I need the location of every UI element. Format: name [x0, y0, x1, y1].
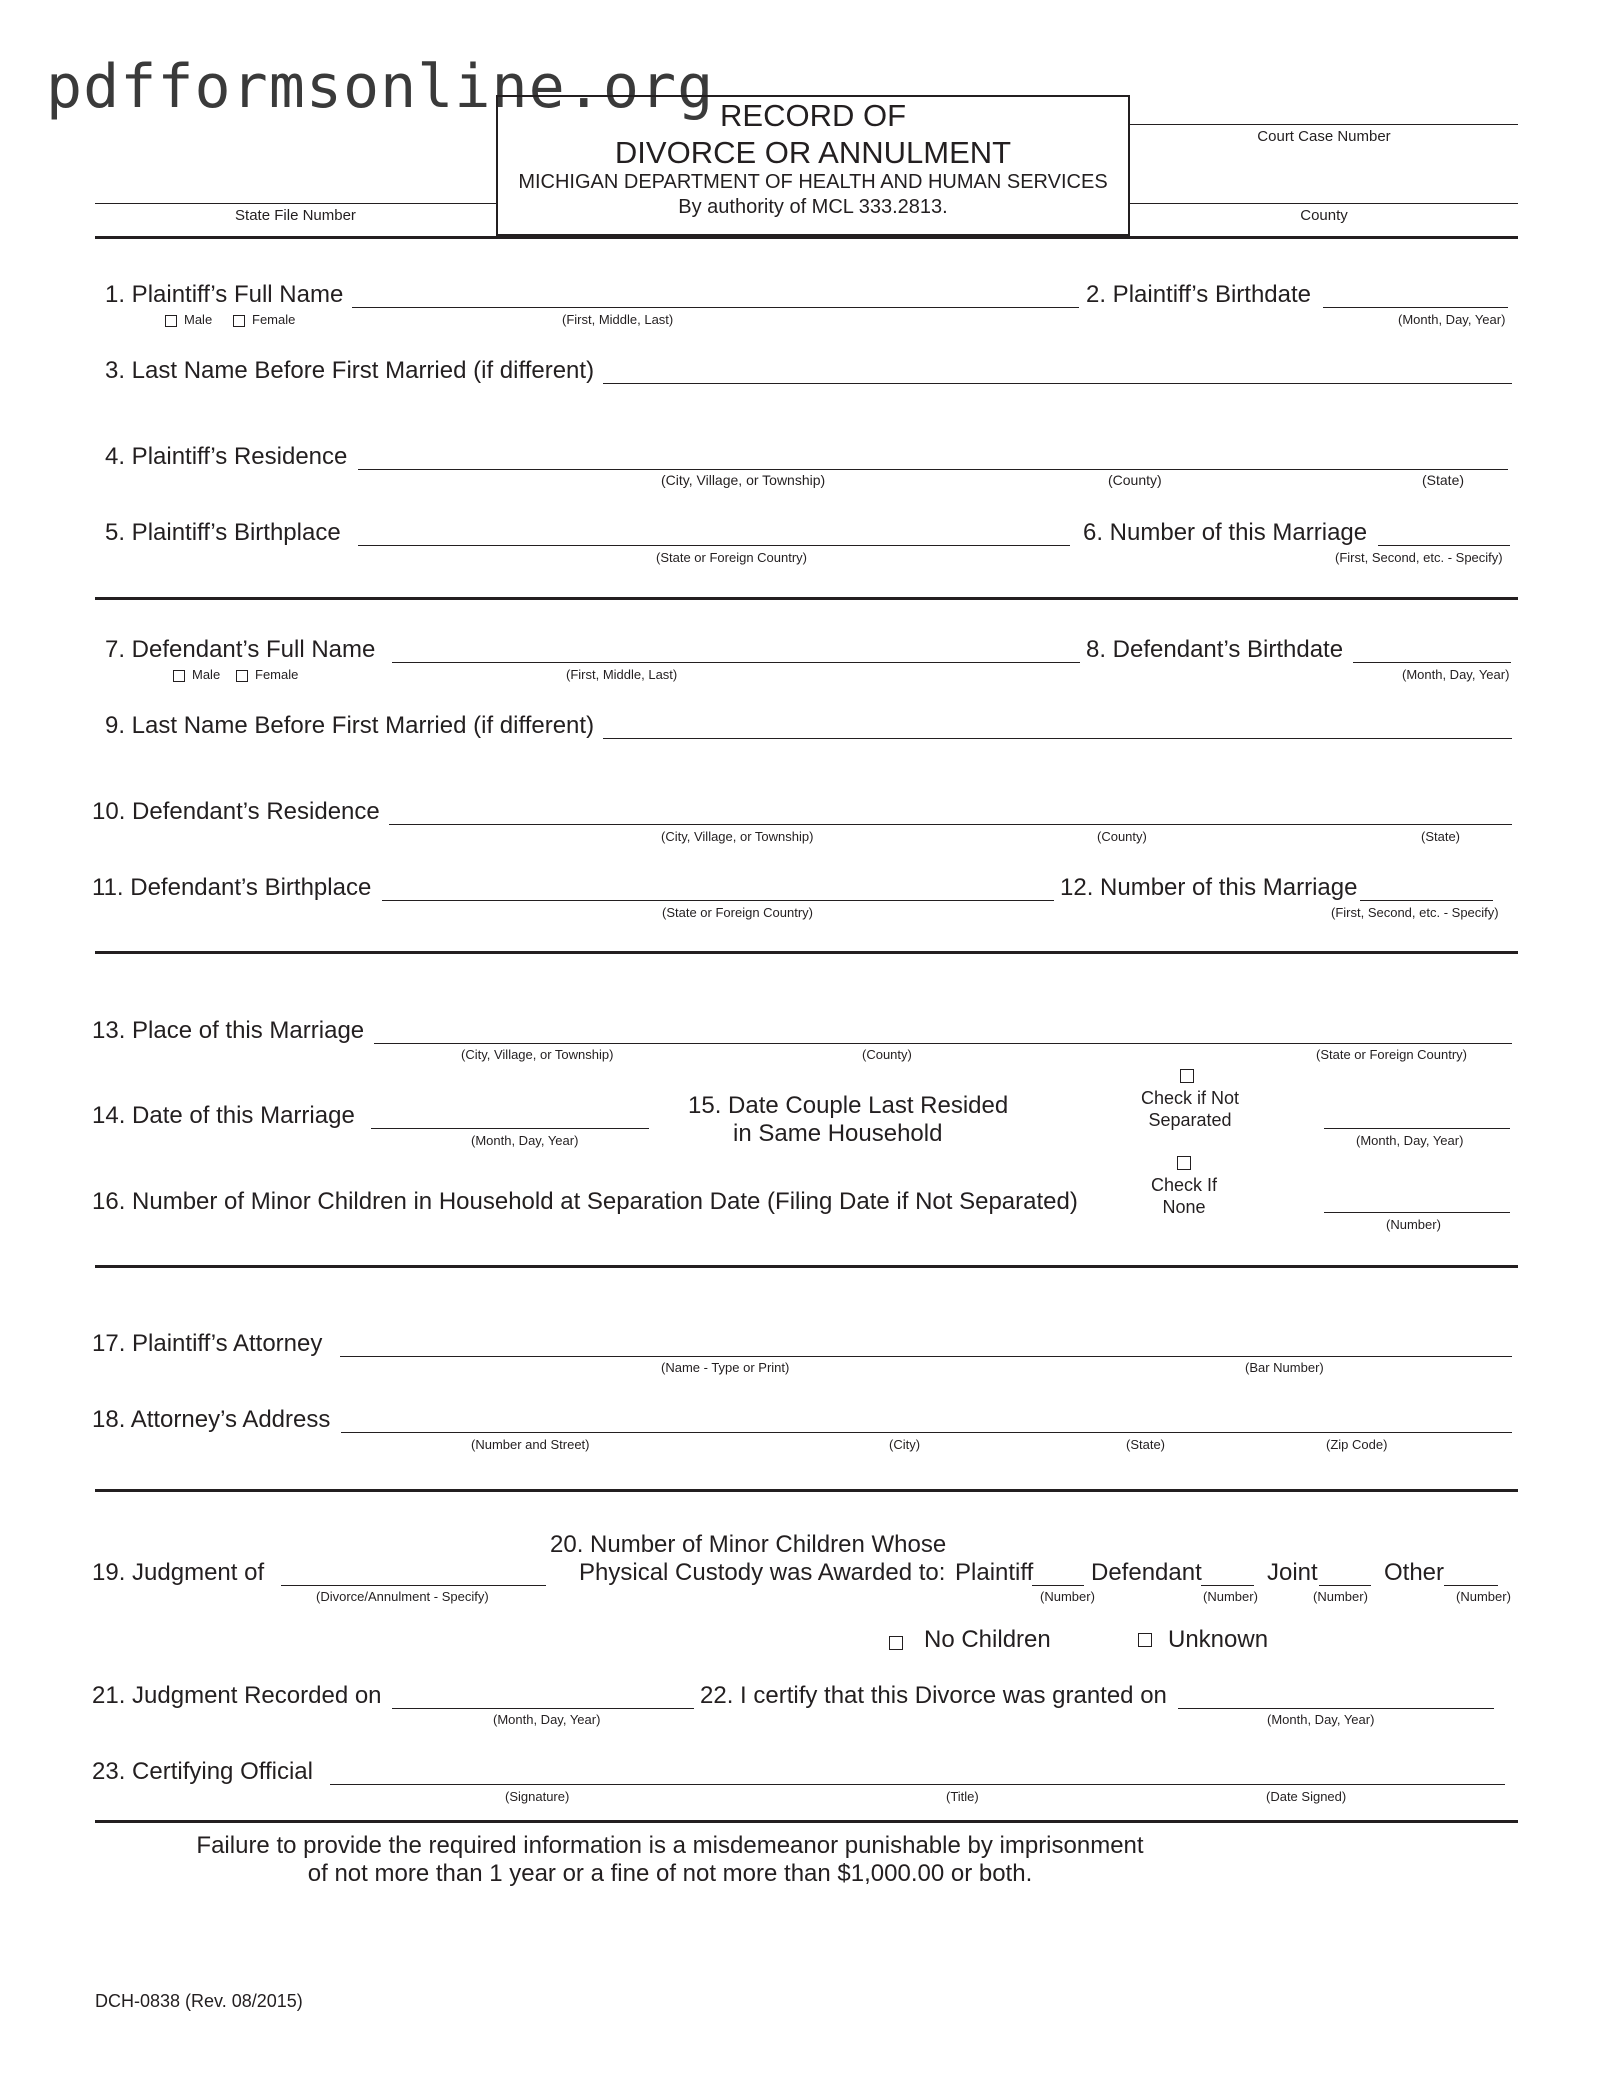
field-4-label: 4. Plaintiff’s Residence — [105, 443, 348, 470]
plaintiff-birthdate-input[interactable] — [1323, 307, 1508, 308]
plaintiff-birthplace-input[interactable] — [358, 545, 1070, 546]
field-2-label: 2. Plaintiff’s Birthdate — [1086, 281, 1312, 308]
field-10-caption-county: (County) — [1097, 829, 1147, 844]
female-label: Female — [252, 312, 296, 327]
state-file-number-label: State File Number — [235, 207, 356, 224]
field-7-caption: (First, Middle, Last) — [566, 667, 678, 682]
field-8-label: 8. Defendant’s Birthdate — [1086, 636, 1344, 663]
custody-joint-input[interactable] — [1319, 1585, 1371, 1586]
minor-children-number-input[interactable] — [1324, 1212, 1510, 1213]
not-separated-checkbox[interactable] — [1180, 1069, 1194, 1083]
custody-plaintiff-input[interactable] — [1032, 1585, 1084, 1586]
field-17-caption-bar: (Bar Number) — [1245, 1360, 1324, 1375]
field-23-label: 23. Certifying Official — [92, 1758, 313, 1785]
male-label: Male — [192, 667, 221, 682]
plaintiff-maiden-name-input[interactable] — [603, 383, 1512, 384]
section-rule-4 — [95, 1489, 1518, 1492]
field-17-label: 17. Plaintiff’s Attorney — [92, 1330, 323, 1357]
female-label: Female — [255, 667, 299, 682]
field-5-caption: (State or Foreign Country) — [656, 550, 808, 565]
check-none-label-2: None — [1162, 1197, 1206, 1217]
field-18-label: 18. Attorney’s Address — [92, 1406, 331, 1433]
field-9-label: 9. Last Name Before First Married (if different) — [105, 712, 595, 739]
defendant-birthplace-input[interactable] — [382, 900, 1054, 901]
county-line[interactable] — [1130, 203, 1518, 204]
custody-joint-label: Joint — [1267, 1559, 1318, 1586]
field-10-caption-state: (State) — [1421, 829, 1461, 844]
field-18-caption-state: (State) — [1126, 1437, 1166, 1452]
section-rule-1 — [95, 597, 1518, 600]
field-23-caption-title: (Title) — [946, 1789, 979, 1804]
warning-line-2: of not more than 1 year or a fine of not more than $1,000.00 or both. — [307, 1860, 1033, 1887]
custody-plaintiff-label: Plaintiff — [955, 1559, 1034, 1586]
field-2-caption: (Month, Day, Year) — [1398, 312, 1506, 327]
field-4-caption-city: (City, Village, or Township) — [661, 472, 826, 488]
field-6-label: 6. Number of this Marriage — [1083, 519, 1368, 546]
field-8-caption: (Month, Day, Year) — [1402, 667, 1510, 682]
field-3-label: 3. Last Name Before First Married (if different) — [105, 357, 595, 384]
field-12-label: 12. Number of this Marriage — [1060, 874, 1358, 901]
field-12-caption: (First, Second, etc. - Specify) — [1331, 905, 1499, 920]
plaintiff-male-option[interactable] — [165, 312, 212, 327]
custody-defendant-label: Defendant — [1091, 1559, 1202, 1586]
defendant-full-name-input[interactable] — [392, 662, 1080, 663]
header-rule — [95, 236, 1518, 239]
field-20-label-line1: 20. Number of Minor Children Whose — [550, 1531, 947, 1558]
attorney-address-input[interactable] — [341, 1432, 1512, 1433]
field-11-label: 11. Defendant’s Birthplace — [92, 874, 372, 901]
section-rule-3 — [95, 1265, 1518, 1268]
field-22-label: 22. I certify that this Divorce was granted on — [700, 1682, 1167, 1709]
field-18-caption-city: (City) — [889, 1437, 921, 1452]
custody-other-caption: (Number) — [1456, 1589, 1511, 1604]
judgment-type-input[interactable] — [281, 1585, 546, 1586]
section-rule-2 — [95, 951, 1518, 954]
field-1-label: 1. Plaintiff’s Full Name — [105, 281, 344, 308]
defendant-marriage-number-input[interactable] — [1360, 900, 1493, 901]
defendant-birthdate-input[interactable] — [1353, 662, 1511, 663]
attorney-name-input[interactable] — [340, 1356, 1512, 1357]
field-19-caption: (Divorce/Annulment - Specify) — [316, 1589, 489, 1604]
field-21-caption: (Month, Day, Year) — [493, 1712, 601, 1727]
field-22-caption: (Month, Day, Year) — [1267, 1712, 1375, 1727]
no-children-label: No Children — [924, 1626, 1051, 1653]
warning-line-1: Failure to provide the required information is a misdemeanor punishable by imprisonment — [196, 1832, 1144, 1859]
marriage-date-input[interactable] — [371, 1128, 649, 1129]
not-separated-label-2: Separated — [1148, 1110, 1232, 1130]
field-23-caption-signature: (Signature) — [505, 1789, 570, 1804]
field-13-caption-state: (State or Foreign Country) — [1316, 1047, 1468, 1062]
field-11-caption: (State or Foreign Country) — [662, 905, 814, 920]
field-16-caption: (Number) — [1386, 1217, 1441, 1232]
field-4-caption-county: (County) — [1108, 472, 1162, 488]
field-13-caption-city: (City, Village, or Township) — [461, 1047, 614, 1062]
form-number: DCH-0838 (Rev. 08/2015) — [95, 1991, 303, 2011]
field-4-caption-state: (State) — [1422, 472, 1465, 488]
field-14-label: 14. Date of this Marriage — [92, 1102, 355, 1129]
defendant-residence-input[interactable] — [389, 824, 1512, 825]
custody-other-input[interactable] — [1444, 1585, 1498, 1586]
no-children-household-checkbox[interactable] — [1177, 1156, 1191, 1170]
unknown-checkbox[interactable] — [1138, 1633, 1152, 1647]
field-18-caption-zip: (Zip Code) — [1326, 1437, 1388, 1452]
court-case-number-line[interactable] — [1130, 124, 1518, 125]
last-resided-date-input[interactable] — [1324, 1128, 1510, 1129]
plaintiff-full-name-input[interactable] — [352, 307, 1079, 308]
form-title-line2: DIVORCE OR ANNULMENT — [614, 135, 1012, 170]
defendant-male-option[interactable] — [173, 667, 220, 682]
field-10-label: 10. Defendant’s Residence — [92, 798, 380, 825]
field-15-label-line2: in Same Household — [733, 1120, 943, 1147]
authority-text: By authority of MCL 333.2813. — [678, 196, 948, 218]
department-name: MICHIGAN DEPARTMENT OF HEALTH AND HUMAN SERVICES — [518, 171, 1108, 193]
field-1-caption: (First, Middle, Last) — [562, 312, 674, 327]
not-separated-label-1: Check if Not — [1140, 1088, 1240, 1108]
field-10-caption-city: (City, Village, or Township) — [661, 829, 814, 844]
custody-other-label: Other — [1384, 1559, 1445, 1586]
male-label: Male — [184, 312, 213, 327]
field-13-label: 13. Place of this Marriage — [92, 1017, 365, 1044]
field-18-caption-street: (Number and Street) — [471, 1437, 590, 1452]
checkbox-icon[interactable] — [173, 670, 185, 682]
field-7-label: 7. Defendant’s Full Name — [105, 636, 376, 663]
field-14-caption: (Month, Day, Year) — [471, 1133, 579, 1148]
form-title-line1: RECORD OF — [720, 98, 906, 133]
field-15-caption: (Month, Day, Year) — [1356, 1133, 1464, 1148]
field-5-label: 5. Plaintiff’s Birthplace — [105, 519, 341, 546]
plaintiff-marriage-number-input[interactable] — [1378, 545, 1510, 546]
judgment-recorded-date-input[interactable] — [392, 1708, 694, 1709]
custody-plaintiff-caption: (Number) — [1040, 1589, 1095, 1604]
field-19-label: 19. Judgment of — [92, 1559, 265, 1586]
county-label: County — [1300, 207, 1348, 224]
defendant-female-option[interactable] — [236, 667, 298, 682]
check-none-label-1: Check If — [1150, 1175, 1218, 1195]
field-6-caption: (First, Second, etc. - Specify) — [1335, 550, 1503, 565]
marriage-place-input[interactable] — [374, 1043, 1512, 1044]
field-23-caption-date: (Date Signed) — [1266, 1789, 1347, 1804]
field-17-caption-name: (Name - Type or Print) — [661, 1360, 790, 1375]
checkbox-icon[interactable] — [233, 315, 245, 327]
field-16-label: 16. Number of Minor Children in Household at Separation Date (Filing Date if Not Separated) — [92, 1188, 1078, 1215]
custody-defendant-caption: (Number) — [1203, 1589, 1258, 1604]
field-21-label: 21. Judgment Recorded on — [92, 1682, 382, 1709]
custody-joint-caption: (Number) — [1313, 1589, 1368, 1604]
plaintiff-female-option[interactable] — [233, 312, 295, 327]
field-13-caption-county: (County) — [862, 1047, 912, 1062]
divorce-granted-date-input[interactable] — [1178, 1708, 1494, 1709]
state-file-number-line[interactable] — [95, 203, 496, 204]
field-15-label-line1: 15. Date Couple Last Resided — [688, 1092, 1009, 1119]
watermark: pdfformsonline.org — [46, 52, 715, 122]
checkbox-icon[interactable] — [236, 670, 248, 682]
field-20-label-line2: Physical Custody was Awarded to: — [579, 1559, 946, 1586]
plaintiff-residence-input[interactable] — [358, 469, 1508, 470]
court-case-number-label: Court Case Number — [1257, 128, 1391, 145]
checkbox-icon[interactable] — [165, 315, 177, 327]
certifying-official-input[interactable] — [330, 1784, 1505, 1785]
section-rule-5 — [95, 1820, 1518, 1823]
defendant-maiden-name-input[interactable] — [603, 738, 1512, 739]
unknown-label: Unknown — [1168, 1626, 1269, 1653]
no-children-checkbox[interactable] — [889, 1636, 903, 1650]
custody-defendant-input[interactable] — [1201, 1585, 1254, 1586]
